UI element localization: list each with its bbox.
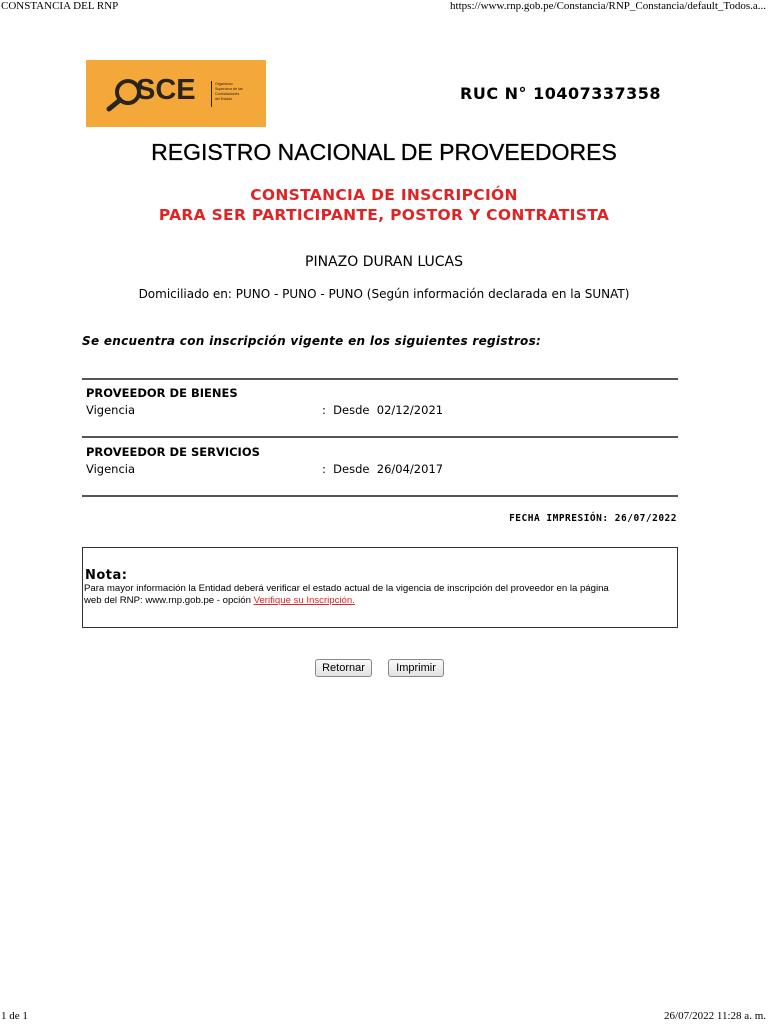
person-name: PINAZO DURAN LUCAS <box>305 254 463 270</box>
print-button[interactable]: Imprimir <box>388 659 444 677</box>
registration-label: Vigencia <box>86 403 136 417</box>
print-header-title: CONSTANCIA DEL RNP <box>1 0 119 12</box>
subtitle-line2: PARA SER PARTICIPANTE, POSTOR Y CONTRATISTA <box>158 206 610 224</box>
divider <box>82 436 678 438</box>
note-text: Para mayor información la Entidad deberá verificar el estado actual de la vigencia de inscripción del proveedor en la página web del RNP: www.rnp.gob.pe - opción Verifique su Inscripción. <box>84 583 609 606</box>
note-box <box>82 547 678 628</box>
osce-logo <box>86 60 266 127</box>
return-button[interactable]: Retornar <box>315 659 372 677</box>
page-number: 1 de 1 <box>1 1010 28 1022</box>
registration-title: PROVEEDOR DE BIENES <box>86 386 238 400</box>
subtitle-line1: CONSTANCIA DE INSCRIPCIÓN <box>250 186 518 204</box>
print-header <box>0 0 768 14</box>
status-text: Se encuentra con inscripción vigente en los siguientes registros: <box>82 334 542 348</box>
verify-inscription-link[interactable]: Verifique su Inscripción. <box>253 595 355 606</box>
print-footer <box>0 1010 768 1024</box>
logo-divider <box>211 81 212 107</box>
divider <box>82 495 678 497</box>
print-header-url: https://www.rnp.gob.pe/Constancia/RNP_Constancia/default_Todos.a... <box>450 0 766 12</box>
logo-subtitle: Organismo Supervisor de las Contrataciones del Estado <box>215 82 243 101</box>
print-date: FECHA IMPRESIÓN: 26/07/2022 <box>509 513 677 524</box>
note-title: Nota: <box>85 568 128 583</box>
ruc-number: RUC N° 10407337358 <box>460 84 662 103</box>
print-datetime: 26/07/2022 11:28 a. m. <box>664 1010 766 1022</box>
page-title: REGISTRO NACIONAL DE PROVEEDORES <box>151 139 617 165</box>
address-text: Domiciliado en: PUNO - PUNO - PUNO (Según información declarada en la SUNAT) <box>138 287 630 301</box>
divider <box>82 378 678 380</box>
registration-label: Vigencia <box>86 462 136 476</box>
logo-text: SCE <box>136 74 196 106</box>
registration-value: : Desde 02/12/2021 <box>322 403 444 417</box>
registration-title: PROVEEDOR DE SERVICIOS <box>86 445 260 459</box>
registration-value: : Desde 26/04/2017 <box>322 462 444 476</box>
